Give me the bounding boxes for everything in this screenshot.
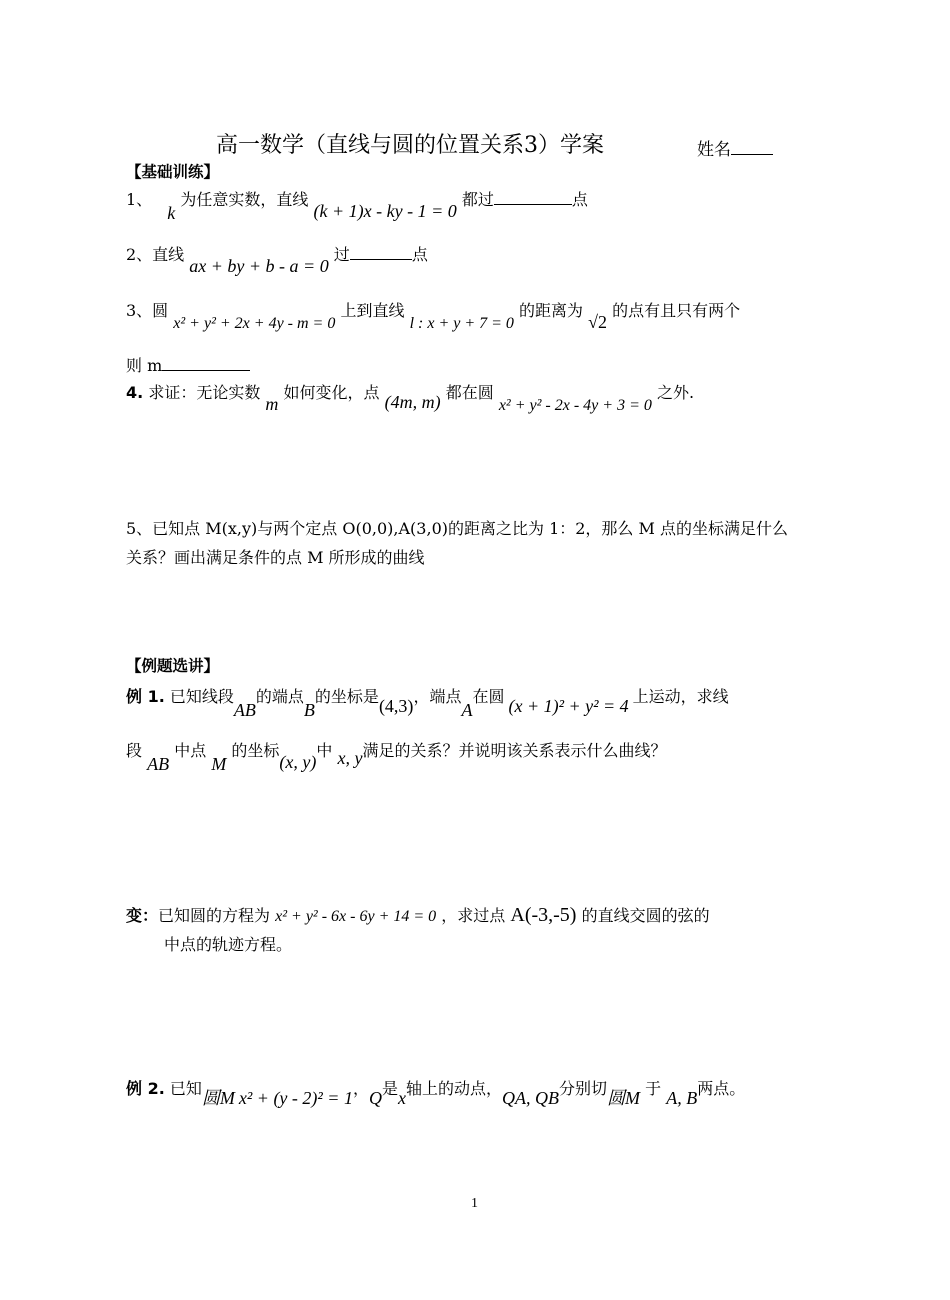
question-text: 如何变化，点 (283, 383, 380, 402)
math-expr: (k + 1)x - ky - 1 = 0 (313, 201, 457, 221)
question-text: 满足的关系？并说明该关系表示什么曲线？ (362, 741, 667, 760)
question-text: 轴上的动点， (405, 1079, 502, 1098)
answer-blank[interactable] (350, 245, 412, 260)
variant-line-2: 中点的轨迹方程。 (164, 935, 293, 954)
answer-blank[interactable] (162, 356, 250, 371)
question-5-line-2: 关系？画出满足条件的点 M 所形成的曲线 (126, 548, 425, 567)
math-expr: QA, QB (502, 1088, 559, 1108)
math-var: 圆M (201, 1088, 235, 1108)
variant-problem (126, 903, 710, 927)
math-var: M (211, 754, 227, 774)
question-text: 过 (333, 245, 350, 264)
question-text: 在圆 (472, 687, 505, 706)
example-label: 例 1. (126, 687, 165, 706)
question-4 (126, 380, 695, 414)
question-text: 分别切 (559, 1079, 608, 1098)
name-blank[interactable] (731, 140, 773, 155)
math-expr: x² + y² - 2x - 4y + 3 = 0 (498, 397, 652, 414)
question-text: 已知线段 (169, 687, 234, 706)
math-expr: x, y (337, 748, 363, 768)
question-text: 两点。 (697, 1079, 746, 1098)
question-number: 1、 (126, 190, 153, 209)
question-text: ，求过点 (441, 906, 506, 925)
example-2 (126, 1074, 746, 1108)
math-var: AB (147, 754, 170, 774)
section-examples-heading: 【例题选讲】 (126, 657, 220, 675)
math-var: k (167, 203, 176, 223)
question-text: 段 (126, 741, 143, 760)
question-text: 的坐标是 (314, 687, 379, 706)
math-expr: x² + (y - 2)² = 1 (238, 1088, 353, 1108)
page-title: 高一数学（直线与圆的位置关系3）学案 (216, 133, 604, 158)
question-2 (126, 242, 428, 276)
question-text: 的距离为 (519, 301, 584, 320)
math-var: A (461, 700, 473, 720)
question-text: 是 (381, 1079, 398, 1098)
question-5-line-1: 5、已知点 M(x,y)与两个定点 O(0,0),A(3,0)的距离之比为 1：2，那么 M 点的坐标满足什么 (126, 519, 788, 538)
section-basic-heading: 【基础训练】 (126, 163, 220, 181)
name-field (697, 135, 773, 160)
question-3 (126, 298, 741, 332)
example-1-line-2 (126, 738, 667, 774)
math-var: m (265, 394, 279, 414)
question-text: ，端点 (413, 687, 462, 706)
question-number: 2、直线 (126, 245, 185, 264)
question-text: 的端点 (255, 687, 304, 706)
question-text: 则 m (126, 356, 163, 375)
question-text: 上到直线 (340, 301, 405, 320)
math-var: Q (368, 1088, 382, 1108)
question-text: 求证：无论实数 (148, 383, 261, 402)
question-text: ， (352, 1079, 369, 1098)
math-expr: x² + y² + 2x + 4y - m = 0 (173, 315, 336, 332)
math-expr: √2 (588, 312, 608, 332)
question-text: 的直线交圆的弦的 (581, 906, 710, 925)
question-text: 都过 (461, 190, 494, 209)
question-text: 都在圆 (445, 383, 494, 402)
math-expr: (4,3) (378, 696, 414, 716)
question-text: 点 (411, 245, 428, 264)
example-1 (126, 684, 729, 720)
question-text: 之外. (656, 383, 695, 402)
math-var: AB (233, 700, 256, 720)
math-expr: (4m, m) (384, 392, 441, 412)
question-text: 的坐标 (231, 741, 280, 760)
question-text: 中点 (174, 741, 207, 760)
page-number: 1 (471, 1196, 478, 1211)
math-expr: x² + y² - 6x - 6y + 14 = 0 (275, 908, 437, 925)
example-label: 例 2. (126, 1079, 165, 1098)
question-1 (126, 187, 588, 223)
answer-blank[interactable] (494, 190, 572, 205)
question-3-line-2 (126, 353, 250, 376)
question-text: 已知 (169, 1079, 202, 1098)
math-expr: A(-3,-5) (510, 904, 577, 926)
question-number: 3、圆 (126, 301, 169, 320)
math-expr: l : x + y + 7 = 0 (409, 315, 514, 332)
question-text: 已知圆的方程为 (158, 906, 271, 925)
math-expr: A, B (666, 1088, 698, 1108)
math-var: x (397, 1088, 406, 1108)
question-text: 为任意实数，直线 (180, 190, 309, 209)
question-text: 的点有且只有两个 (612, 301, 741, 320)
question-text: 点 (571, 190, 588, 209)
question-number: 4. (126, 383, 144, 402)
question-text: 上运动，求线 (632, 687, 729, 706)
question-text: 于 (645, 1079, 662, 1098)
variant-label: 变： (126, 906, 159, 925)
name-label: 姓名 (697, 140, 731, 160)
math-expr: (x + 1)² + y² = 4 (508, 696, 629, 716)
math-expr: (x, y) (279, 752, 317, 772)
math-var: B (303, 700, 315, 720)
math-var: 圆M (607, 1088, 641, 1108)
question-text: 中 (316, 741, 333, 760)
math-expr: ax + by + b - a = 0 (189, 256, 329, 276)
